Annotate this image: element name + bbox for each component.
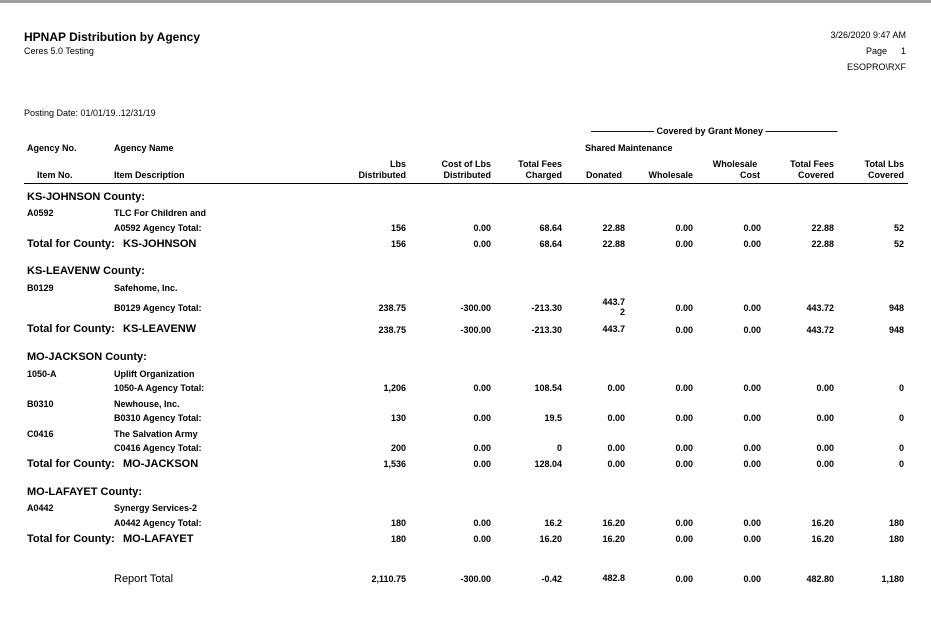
fees-covered-value: 16.20 [811, 534, 834, 544]
lbs-distributed-value: 1,536 [383, 459, 406, 469]
wholesale-cost-value: 0.00 [743, 303, 761, 313]
lbs-distributed-header-2: Distributed [358, 170, 406, 180]
wholesale-cost-value: 0.00 [743, 325, 761, 335]
lbs-covered-value: 948 [888, 325, 904, 335]
agency-total-label: B0310 Agency Total: [114, 413, 202, 423]
donated-value: 0.00 [607, 459, 625, 469]
fees-charged-value: 108.54 [534, 383, 562, 393]
wholesale-value: 0.00 [675, 518, 693, 528]
lbs-distributed-value: 238.75 [378, 325, 406, 335]
lbs-covered-value: 180 [888, 518, 904, 528]
lbs-covered-value: 1,180 [881, 574, 904, 584]
agency-total-label: 1050-A Agency Total: [114, 383, 205, 393]
lbs-covered-value: 0 [898, 413, 904, 423]
top-border [0, 0, 931, 3]
cost-value: 0.00 [473, 534, 491, 544]
donated-value: 0.00 [607, 443, 625, 453]
county-heading: KS-JOHNSON County: [27, 191, 145, 203]
agency-number: A0442 [27, 503, 54, 513]
lbs-distributed-value: 180 [390, 518, 406, 528]
cost-value: 0.00 [473, 239, 491, 249]
wholesale-cost-value: 0.00 [743, 223, 761, 233]
lbs-distributed-value: 156 [390, 223, 406, 233]
shared-maintenance-header: Shared Maintenance [585, 143, 673, 153]
lbs-covered-value: 0 [898, 383, 904, 393]
fees-covered-value: 22.88 [811, 223, 834, 233]
wholesale-value: 0.00 [675, 223, 693, 233]
donated-header: Donated [586, 170, 622, 180]
fees-covered-value: 0.00 [816, 459, 834, 469]
county-total-name: KS-JOHNSON [123, 238, 197, 250]
cost-value: 0.00 [473, 459, 491, 469]
fees-covered-value: 0.00 [816, 443, 834, 453]
agency-name: The Salvation Army [114, 429, 198, 439]
wholesale-cost-value: 0.00 [743, 383, 761, 393]
item-no-header: Item No. [37, 170, 73, 180]
wholesale-cost-value: 0.00 [743, 534, 761, 544]
donated-value-line2: 2 [619, 307, 625, 317]
wholesale-value: 0.00 [675, 325, 693, 335]
fees-charged-value: 128.04 [534, 459, 562, 469]
cost-value: 0.00 [473, 443, 491, 453]
fees-charged-value: -0.42 [541, 574, 562, 584]
fees-covered-value: 482.80 [806, 574, 834, 584]
county-total-label: Total for County: [27, 238, 115, 250]
lbs-distributed-value: 156 [390, 239, 406, 249]
cost-value: -300.00 [460, 303, 491, 313]
cost-value: 0.00 [473, 413, 491, 423]
wholesale-value: 0.00 [675, 459, 693, 469]
report-total-label: Report Total [114, 573, 174, 585]
lbs-covered-value: 948 [888, 303, 904, 313]
total-fees-header-1: Total Fees [518, 159, 562, 169]
lbs-distributed-value: 130 [390, 413, 406, 423]
donated-value: 0.00 [607, 383, 625, 393]
agency-total-label: A0592 Agency Total: [114, 223, 202, 233]
county-total-label: Total for County: [27, 533, 115, 545]
fees-charged-value: 16.20 [539, 534, 562, 544]
item-description-header: Item Description [114, 170, 185, 180]
wholesale-cost-value: 0.00 [743, 574, 761, 584]
fees-charged-value: 0 [556, 443, 562, 453]
donated-value: 443.7 [602, 324, 625, 334]
fees-charged-value: 19.5 [544, 413, 562, 423]
wholesale-header: Wholesale [648, 170, 693, 180]
county-total-label: Total for County: [27, 323, 115, 335]
page-label: Page [866, 46, 888, 56]
wholesale-cost-header-2: Cost [740, 170, 760, 180]
donated-value: 22.88 [602, 239, 625, 249]
cost-lbs-header-1: Cost of Lbs [441, 159, 491, 169]
wholesale-cost-value: 0.00 [743, 413, 761, 423]
donated-value: 16.20 [602, 534, 625, 544]
wholesale-value: 0.00 [675, 413, 693, 423]
fees-covered-value: 0.00 [816, 413, 834, 423]
county-total-name: MO-JACKSON [123, 458, 199, 470]
agency-number: A0592 [27, 208, 54, 218]
fees-covered-value: 22.88 [811, 239, 834, 249]
agency-number: B0129 [27, 283, 54, 293]
lbs-covered-value: 52 [893, 223, 904, 233]
donated-value: 22.88 [602, 223, 625, 233]
donated-value: 0.00 [607, 413, 625, 423]
fees-covered-value: 443.72 [806, 303, 834, 313]
lbs-covered-value: 0 [898, 459, 904, 469]
fees-charged-value: -213.30 [531, 325, 562, 335]
cost-value: -300.00 [460, 574, 491, 584]
wholesale-value: 0.00 [675, 574, 693, 584]
agency-total-label: A0442 Agency Total: [114, 518, 202, 528]
donated-value: 482.8 [602, 573, 625, 583]
lbs-covered-value: 52 [893, 239, 904, 249]
county-total-name: MO-LAFAYET [123, 533, 194, 545]
agency-total-label: B0129 Agency Total: [114, 303, 202, 313]
wholesale-value: 0.00 [675, 239, 693, 249]
lbs-covered-value: 180 [888, 534, 904, 544]
lbs-covered-header-2: Covered [867, 170, 904, 180]
lbs-distributed-value: 1,206 [383, 383, 406, 393]
agency-name: TLC For Children and [114, 208, 206, 218]
report-datetime: 3/26/2020 9:47 AM [830, 30, 906, 40]
lbs-covered-value: 0 [898, 443, 904, 453]
lbs-distributed-value: 238.75 [378, 303, 406, 313]
cost-value: 0.00 [473, 223, 491, 233]
lbs-distributed-value: 180 [390, 534, 406, 544]
report-subtitle: Ceres 5.0 Testing [24, 46, 94, 56]
lbs-covered-header-1: Total Lbs [864, 159, 904, 169]
county-total-label: Total for County: [27, 458, 115, 470]
fees-covered-value: 16.20 [811, 518, 834, 528]
donated-value: 16.20 [602, 518, 625, 528]
cost-value: 0.00 [473, 518, 491, 528]
agency-name: Uplift Organization [114, 369, 195, 379]
cost-value: -300.00 [460, 325, 491, 335]
wholesale-cost-value: 0.00 [743, 459, 761, 469]
header-rule [24, 183, 908, 184]
county-heading: MO-JACKSON County: [27, 351, 147, 363]
wholesale-value: 0.00 [675, 443, 693, 453]
total-fees-header-2: Charged [525, 170, 562, 180]
fees-covered-header-2: Covered [797, 170, 834, 180]
lbs-distributed-value: 200 [390, 443, 406, 453]
wholesale-cost-value: 0.00 [743, 518, 761, 528]
fees-charged-value: 16.2 [544, 518, 562, 528]
cost-lbs-header-2: Distributed [443, 170, 491, 180]
agency-number: 1050-A [27, 369, 57, 379]
grant-money-banner: ——————— Covered by Grant Money ———————— [591, 126, 838, 136]
lbs-distributed-header-1: Lbs [389, 159, 406, 169]
wholesale-cost-value: 0.00 [743, 239, 761, 249]
fees-covered-value: 443.72 [806, 325, 834, 335]
agency-total-label: C0416 Agency Total: [114, 443, 202, 453]
wholesale-cost-header-1: Wholesale [712, 159, 758, 169]
agency-name: Newhouse, Inc. [114, 399, 180, 409]
wholesale-value: 0.00 [675, 383, 693, 393]
donated-value-line1: 443.7 [602, 297, 625, 307]
agency-name-header: Agency Name [114, 143, 174, 153]
fees-covered-header-1: Total Fees [790, 159, 834, 169]
wholesale-value: 0.00 [675, 303, 693, 313]
lbs-distributed-value: 2,110.75 [371, 574, 406, 584]
fees-charged-value: -213.30 [531, 303, 562, 313]
fees-charged-value: 68.64 [539, 239, 562, 249]
posting-date: Posting Date: 01/01/19..12/31/19 [24, 108, 156, 118]
agency-number: C0416 [27, 429, 54, 439]
wholesale-cost-value: 0.00 [743, 443, 761, 453]
page-number: 1 [900, 46, 906, 56]
county-total-name: KS-LEAVENW [123, 323, 197, 335]
county-heading: KS-LEAVENW County: [27, 265, 145, 277]
report-title: HPNAP Distribution by Agency [24, 30, 201, 44]
county-heading: MO-LAFAYET County: [27, 486, 143, 498]
report-user: ESOPRO\RXF [846, 62, 906, 72]
agency-name: Synergy Services-2 [114, 503, 198, 513]
agency-no-header: Agency No. [27, 143, 77, 153]
fees-covered-value: 0.00 [816, 383, 834, 393]
wholesale-value: 0.00 [675, 534, 693, 544]
cost-value: 0.00 [473, 383, 491, 393]
agency-number: B0310 [27, 399, 54, 409]
agency-name: Safehome, Inc. [114, 283, 178, 293]
fees-charged-value: 68.64 [539, 223, 562, 233]
